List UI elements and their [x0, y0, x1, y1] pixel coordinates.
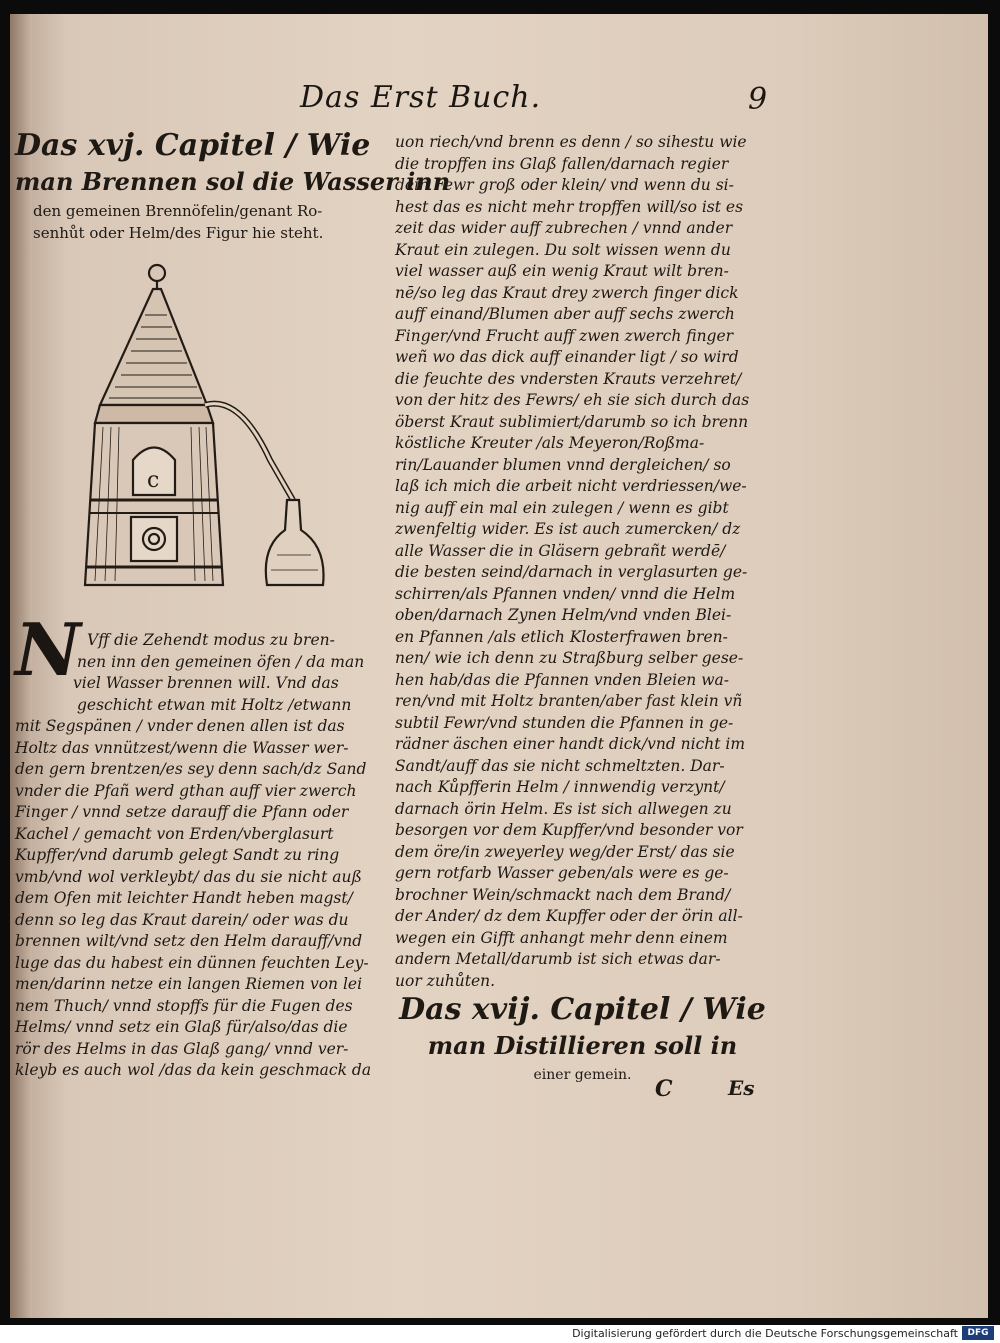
text-line: rädner äschen einer handt dick/vnd nicht im — [395, 735, 746, 753]
text-line: nach Kůpfferin Helm / innwendig verzynt/ — [395, 778, 725, 796]
text-line: uor zuhůten. — [395, 971, 496, 990]
text-line: hest das es nicht mehr tropffen will/so ist es — [395, 197, 744, 216]
distillation-still-illustration — [55, 255, 360, 615]
text-line: oben/darnach Zynen Helm/vnd vnden Blei- — [395, 606, 732, 624]
text-line: nē/so leg das Kraut drey zwerch finger dick — [395, 283, 739, 302]
text-line: der Ander/ dz dem Kupffer oder der örin all- — [395, 907, 743, 925]
svg-text:c: c — [147, 468, 160, 493]
dfg-logo: DFG — [962, 1326, 994, 1340]
text-line: nen/ wie ich denn zu Straßburg selber gese- — [395, 649, 744, 667]
text-line: weñ wo das dick auff einander ligt / so wird — [395, 348, 739, 366]
text-line: wegen ein Gifft anhangt mehr denn einem — [395, 928, 728, 947]
text-line: gern rotfarb Wasser geben/als were es ge- — [395, 864, 729, 882]
text-line: Finger / vnnd setze darauff die Pfann oder — [15, 803, 349, 821]
text-line: auff einand/Blumen aber auff sechs zwerch — [395, 305, 735, 323]
text-line: brochner Wein/schmackt nach dem Brand/ — [395, 885, 731, 904]
text-line: uon riech/vnd brenn es denn / so sihestu wie — [395, 133, 747, 151]
text-line: die tropffen ins Glaß fallen/darnach regier — [395, 154, 729, 173]
chapter-title-line: man Distillieren soll in — [427, 1031, 738, 1060]
text-line: mit Segspänen / vnder denen allen ist das — [15, 717, 345, 735]
text-line: laß ich mich die arbeit nicht verdriessen/we- — [395, 477, 747, 495]
left-chapter-heading — [15, 128, 451, 244]
text-line: rin/Lauander blumen vnnd dergleichen/ so — [395, 455, 731, 474]
text-line: von der hitz des Fewrs/ eh sie sich durch das — [395, 391, 750, 409]
text-line: die besten seind/darnach in verglasurten ge- — [395, 563, 748, 581]
chapter-subtitle-line: einer gemein. — [533, 1067, 632, 1083]
text-line: nem Thuch/ vnnd stopffs für die Fugen des — [15, 996, 353, 1015]
text-line: rör des Helms in das Glaß gang/ vnnd ver- — [15, 1039, 349, 1058]
text-line: zwenfeltig wider. Es ist auch zumercken/ dz — [395, 520, 741, 538]
text-line: men/darinn netze ein langen Riemen von lei — [15, 975, 363, 993]
text-line: Finger/vnd Frucht auff zwen zwerch finger — [395, 326, 734, 345]
text-line: viel Wasser brennen will. Vnd das — [73, 674, 339, 692]
text-line: darnach örin Helm. Es ist sich allwegen zu — [395, 799, 732, 818]
left-body-text — [15, 630, 385, 1082]
text-line: Sandt/auff das sie nicht schmeltzten. Dar- — [395, 756, 725, 775]
text-line: denn so leg das Kraut darein/ oder was du — [15, 910, 349, 929]
text-line: dem Ofen mit leichter Handt heben magst/ — [15, 889, 353, 907]
decorated-initial: N — [15, 607, 81, 692]
text-line: ren/vnd mit Holtz branten/aber fast klein vñ — [395, 692, 743, 710]
running-head: Das Erst Buch. — [300, 80, 542, 115]
catchword: Es — [728, 1076, 755, 1100]
text-line: viel wasser auß ein wenig Kraut wilt bren- — [395, 262, 729, 280]
chapter-title-line: Das xvij. Capitel / Wie — [399, 992, 766, 1027]
text-line: nig auff ein mal ein zulegen / wenn es gibt — [395, 498, 729, 517]
text-line: die feuchte des vndersten Krauts verzehret/ — [395, 369, 742, 388]
signature-mark: C — [655, 1076, 673, 1102]
text-line: Kachel / gemacht von Erden/vberglasurt — [15, 824, 334, 843]
chapter-subtitle-line: senhůt oder Helm/des Figur hie steht. — [33, 224, 324, 242]
text-line: Vff die Zehendt modus zu bren- — [87, 631, 335, 649]
text-line: zeit das wider auff zubrechen / vnnd ander — [395, 219, 733, 237]
text-line: luge das du habest ein dünnen feuchten Ley- — [15, 953, 369, 972]
text-line: hen hab/das die Pfannen vnden Bleien wa- — [395, 670, 729, 689]
text-line: öberst Kraut sublimiert/darumb so ich brenn — [395, 412, 749, 431]
chapter-title-line: man Brennen sol die Wasser inn — [15, 167, 451, 196]
text-line: vmb/vnd wol verkleybt/ das du sie nicht auß — [15, 867, 362, 886]
chapter-subtitle-line: den gemeinen Brennöfelin/genant Ro- — [33, 202, 323, 220]
text-line: besorgen vor dem Kupffer/vnd besonder vor — [395, 821, 743, 839]
text-line: schirren/als Pfannen vnden/ vnnd die Helm — [395, 584, 736, 603]
right-body-text — [395, 132, 770, 992]
text-line: Kupffer/vnd darumb gelegt Sandt zu ring — [15, 846, 340, 864]
funding-credit: Digitalisierung gefördert durch die Deutsche Forschungsgemeinschaft — [572, 1327, 958, 1340]
text-line: Holtz das vnnützest/wenn die Wasser wer- — [15, 738, 349, 757]
text-line: dein Fewr groß oder klein/ vnd wenn du si- — [395, 176, 734, 194]
text-line: dem öre/in zweyerley weg/der Erst/ das sie — [395, 842, 735, 861]
text-line: Helms/ vnnd setz ein Glaß für/also/das die — [15, 1018, 348, 1036]
text-line: alle Wasser die in Gläsern gebrañt werdē/ — [395, 541, 726, 560]
text-line: geschicht etwan mit Holtz /etwann — [77, 695, 352, 714]
text-line: kleyb es auch wol /das da kein geschmack da — [15, 1061, 372, 1079]
page-number: 9 — [748, 82, 768, 117]
text-line: en Pfannen /als etlich Klosterfrawen bren- — [395, 627, 728, 646]
right-chapter-heading — [395, 992, 770, 1086]
text-line: vnder die Pfañ werd gthan auff vier zwerch — [15, 781, 357, 800]
text-line: nen inn den gemeinen öfen / da man — [77, 652, 365, 671]
text-line: köstliche Kreuter /als Meyeron/Roßma- — [395, 434, 705, 452]
text-line: Kraut ein zulegen. Du solt wissen wenn du — [395, 240, 731, 259]
text-line: andern Metall/darumb ist sich etwas dar- — [395, 950, 721, 968]
text-line: subtil Fewr/vnd stunden die Pfannen in ge- — [395, 713, 734, 732]
text-line: brennen wilt/vnd setz den Helm darauff/vnd — [15, 932, 363, 950]
text-line: den gern brentzen/es sey denn sach/dz Sand — [15, 760, 367, 778]
chapter-title-line: Das xvj. Capitel / Wie — [15, 128, 371, 163]
